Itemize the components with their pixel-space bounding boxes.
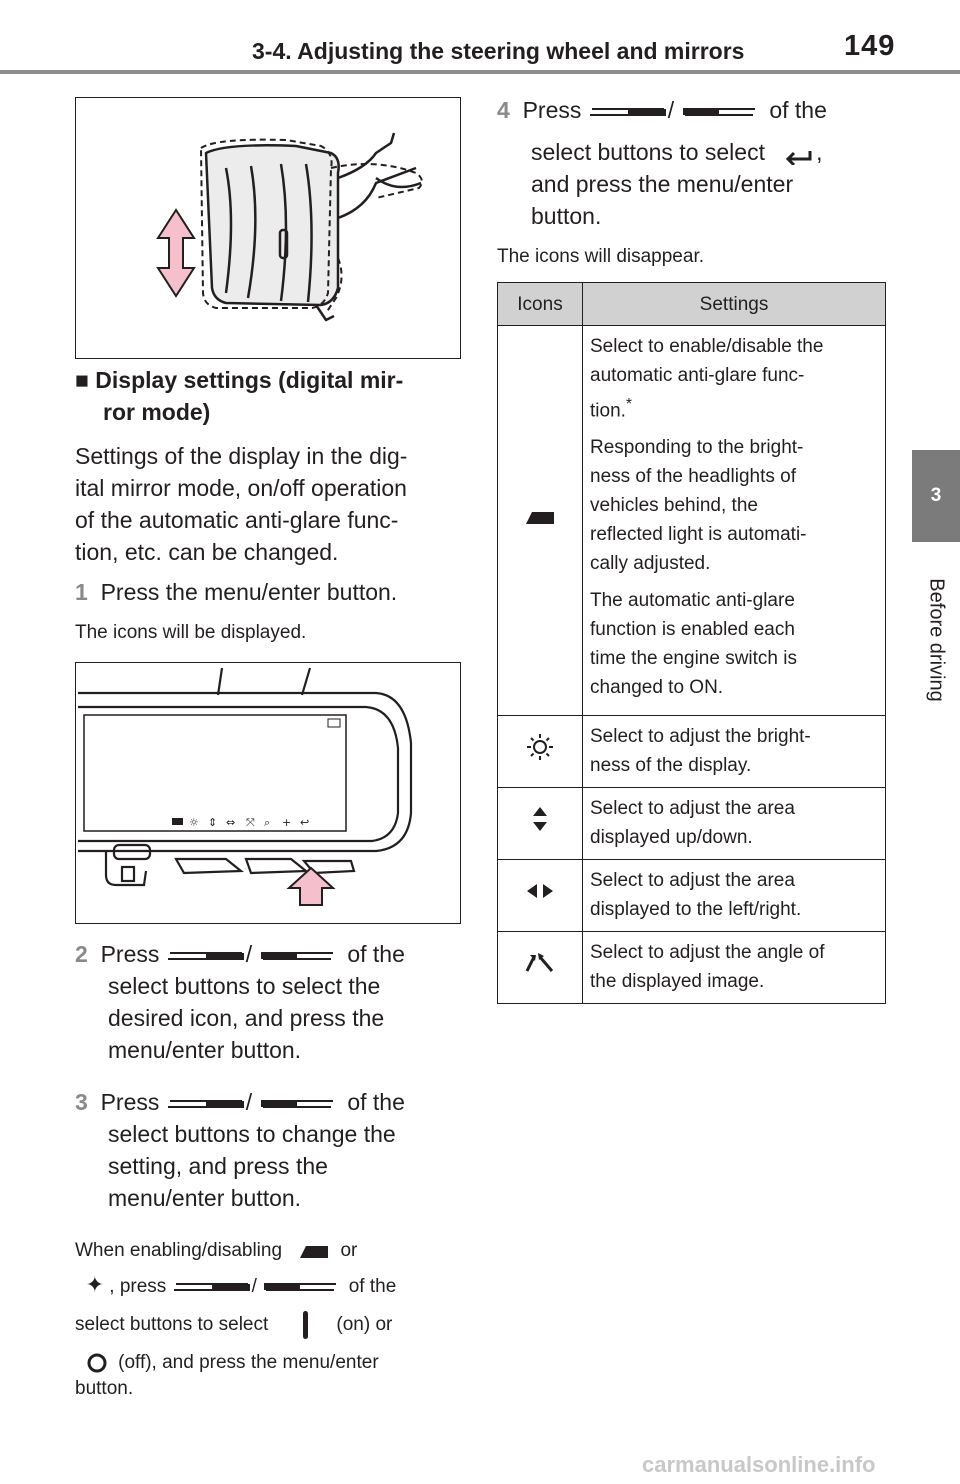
return-mini-icon: ↩ (300, 816, 310, 829)
slash: / (251, 1276, 257, 1297)
step2 (75, 938, 405, 970)
settings-cell (583, 716, 886, 788)
anti-glare-detail (590, 433, 879, 578)
settings-column-header: Settings (583, 283, 886, 326)
note-text: When enabling/disabling (75, 1240, 283, 1261)
step-number: 1 (75, 579, 88, 605)
step-text-end: of the (769, 97, 827, 123)
brightness-icon (525, 732, 555, 762)
step2-line3: desired icon, and press the (108, 1005, 385, 1031)
intro-line3: of the automatic anti-glare func- (75, 507, 399, 533)
select-left-button-icon (166, 1097, 246, 1111)
icon-cell (498, 788, 583, 860)
table-row (498, 716, 886, 788)
heading-line2: ror mode) (103, 399, 211, 425)
leftright-mini-icon: ⇔ (226, 816, 236, 829)
note2-line3 (75, 1310, 392, 1340)
chapter-tab: 3 (912, 450, 960, 542)
off-icon (86, 1352, 108, 1374)
table-header-row (498, 283, 886, 326)
brightness-mini-icon: ☼ (189, 816, 199, 829)
step-text: Press (522, 97, 582, 123)
line: displayed up/down. (590, 827, 753, 848)
icon-cell (498, 326, 583, 716)
press-arrow (289, 868, 333, 905)
mirror-icon-row (172, 719, 340, 829)
step2-line4: menu/enter button. (108, 1037, 302, 1063)
anti-glare-icon (524, 508, 556, 526)
line: ness of the display. (590, 755, 752, 776)
select-right-button-icon (259, 1097, 335, 1111)
updown-mini-icon: ⇕ (208, 816, 218, 829)
step3 (75, 1086, 405, 1118)
anti-glare-icon (298, 1242, 330, 1260)
line: vehicles behind, the (590, 495, 758, 517)
on-icon (300, 1310, 310, 1340)
watermark: carmanualsonline.info (642, 1452, 876, 1477)
line: Responding to the bright- (590, 437, 804, 459)
step3-line3: setting, and press the (108, 1153, 328, 1179)
note-text: or (340, 1240, 358, 1261)
return-icon (784, 143, 816, 165)
step4 (497, 94, 827, 126)
step3-line4: menu/enter button. (108, 1185, 302, 1211)
line: The automatic anti-glare (590, 590, 795, 612)
step1 (75, 576, 397, 608)
heading-marker: ■ (75, 367, 89, 393)
section-title: 3-4. Adjusting the steering wheel and mirrors (252, 38, 745, 64)
step-number: 2 (75, 941, 88, 967)
intro-line2: ital mirror mode, on/off operation (75, 475, 407, 501)
line: the displayed image. (590, 971, 765, 992)
note-icons-disappear: The icons will disappear. (497, 246, 704, 267)
chapter-label: Before driving (925, 578, 948, 702)
icon-cell (498, 716, 583, 788)
slash: / (245, 941, 253, 967)
step2-line2: select buttons to select the (108, 973, 381, 999)
step4-line2 (531, 136, 823, 168)
line: Select to adjust the bright- (590, 726, 811, 747)
line: tion. (590, 400, 626, 422)
icons-settings-table (497, 282, 886, 1004)
table-row (498, 326, 886, 716)
digital-mirror-figure (75, 662, 461, 924)
step-text: select buttons to select (531, 139, 765, 165)
select-left-button-icon (166, 949, 246, 963)
footnote-marker: * (625, 396, 633, 413)
note2-line2 (75, 1270, 396, 1302)
note2-line5: button. (75, 1378, 134, 1399)
step3-line2: select buttons to change the (108, 1121, 396, 1147)
note-icons-displayed: The icons will be displayed. (75, 622, 307, 643)
intro-line1: Settings of the display in the dig- (75, 443, 408, 469)
line: Select to adjust the area (590, 870, 795, 891)
step4-line4: button. (531, 203, 602, 229)
table-row (498, 788, 886, 860)
step-text: Press (100, 941, 160, 967)
select-left-button-icon (588, 105, 668, 119)
line: Select to enable/disable the (590, 336, 824, 357)
table-row (498, 860, 886, 932)
select-right-button-icon (262, 1280, 338, 1294)
line: automatic anti-glare func- (590, 365, 805, 386)
left-right-icon (524, 881, 556, 901)
line: function is enabled each (590, 619, 795, 641)
note-text: select buttons to select (75, 1314, 269, 1336)
select-right-button-icon (259, 949, 335, 963)
step-text: , (816, 139, 823, 165)
plus-icon: ✦ (85, 1272, 104, 1297)
zoom-mini-icon: ⌕ (264, 816, 271, 829)
icon-cell (498, 932, 583, 1004)
line: displayed to the left/right. (590, 899, 802, 920)
page-number: 149 (844, 30, 896, 62)
note-text: of the (348, 1276, 397, 1297)
mirror-adjust-figure (75, 97, 461, 359)
note-text: (on) or (336, 1314, 393, 1336)
settings-cell (583, 860, 886, 932)
note-text: (off), and press the menu/enter (118, 1352, 379, 1373)
slash: / (245, 1089, 253, 1115)
mirror-tilt-illustration (76, 98, 459, 357)
step-number: 3 (75, 1089, 88, 1115)
step-text: Press (100, 1089, 160, 1115)
step-text: Press the menu/enter button. (100, 579, 398, 605)
anti-glare-default (590, 586, 879, 702)
up-down-icon (530, 804, 550, 834)
line: cally adjusted. (590, 553, 711, 575)
select-right-button-icon (681, 105, 757, 119)
step4-line3: and press the menu/enter (531, 171, 794, 197)
header-rule (0, 70, 960, 74)
table-row (498, 932, 886, 1004)
settings-cell (583, 932, 886, 1004)
step-number: 4 (497, 97, 510, 123)
anti-glare-desc (590, 332, 879, 425)
icon-cell (498, 860, 583, 932)
line: Select to adjust the area (590, 798, 795, 819)
step-text-end: of the (347, 1089, 405, 1115)
note-text: , press (109, 1276, 167, 1297)
settings-cell (583, 326, 886, 716)
digital-mirror-illustration (76, 663, 459, 922)
note2-line1 (75, 1236, 357, 1266)
angle-mini-icon: ⤧ (246, 816, 255, 829)
line: changed to ON. (590, 677, 724, 699)
up-down-arrow (158, 210, 194, 296)
icons-column-header: Icons (498, 283, 583, 326)
line: ness of the headlights of (590, 466, 796, 488)
intro-line4: tion, etc. can be changed. (75, 539, 339, 565)
plus-mini-icon: + (282, 816, 292, 829)
page-header (0, 0, 960, 76)
line: Select to adjust the angle of (590, 942, 825, 963)
angle-icon (524, 951, 556, 975)
line: reflected light is automati- (590, 524, 807, 546)
select-left-button-icon (172, 1280, 252, 1294)
step-text-end: of the (347, 941, 405, 967)
settings-cell (583, 788, 886, 860)
heading-line1: Display settings (digital mir- (95, 367, 404, 393)
section-heading (75, 364, 403, 396)
slash: / (667, 97, 675, 123)
line: time the engine switch is (590, 648, 797, 670)
